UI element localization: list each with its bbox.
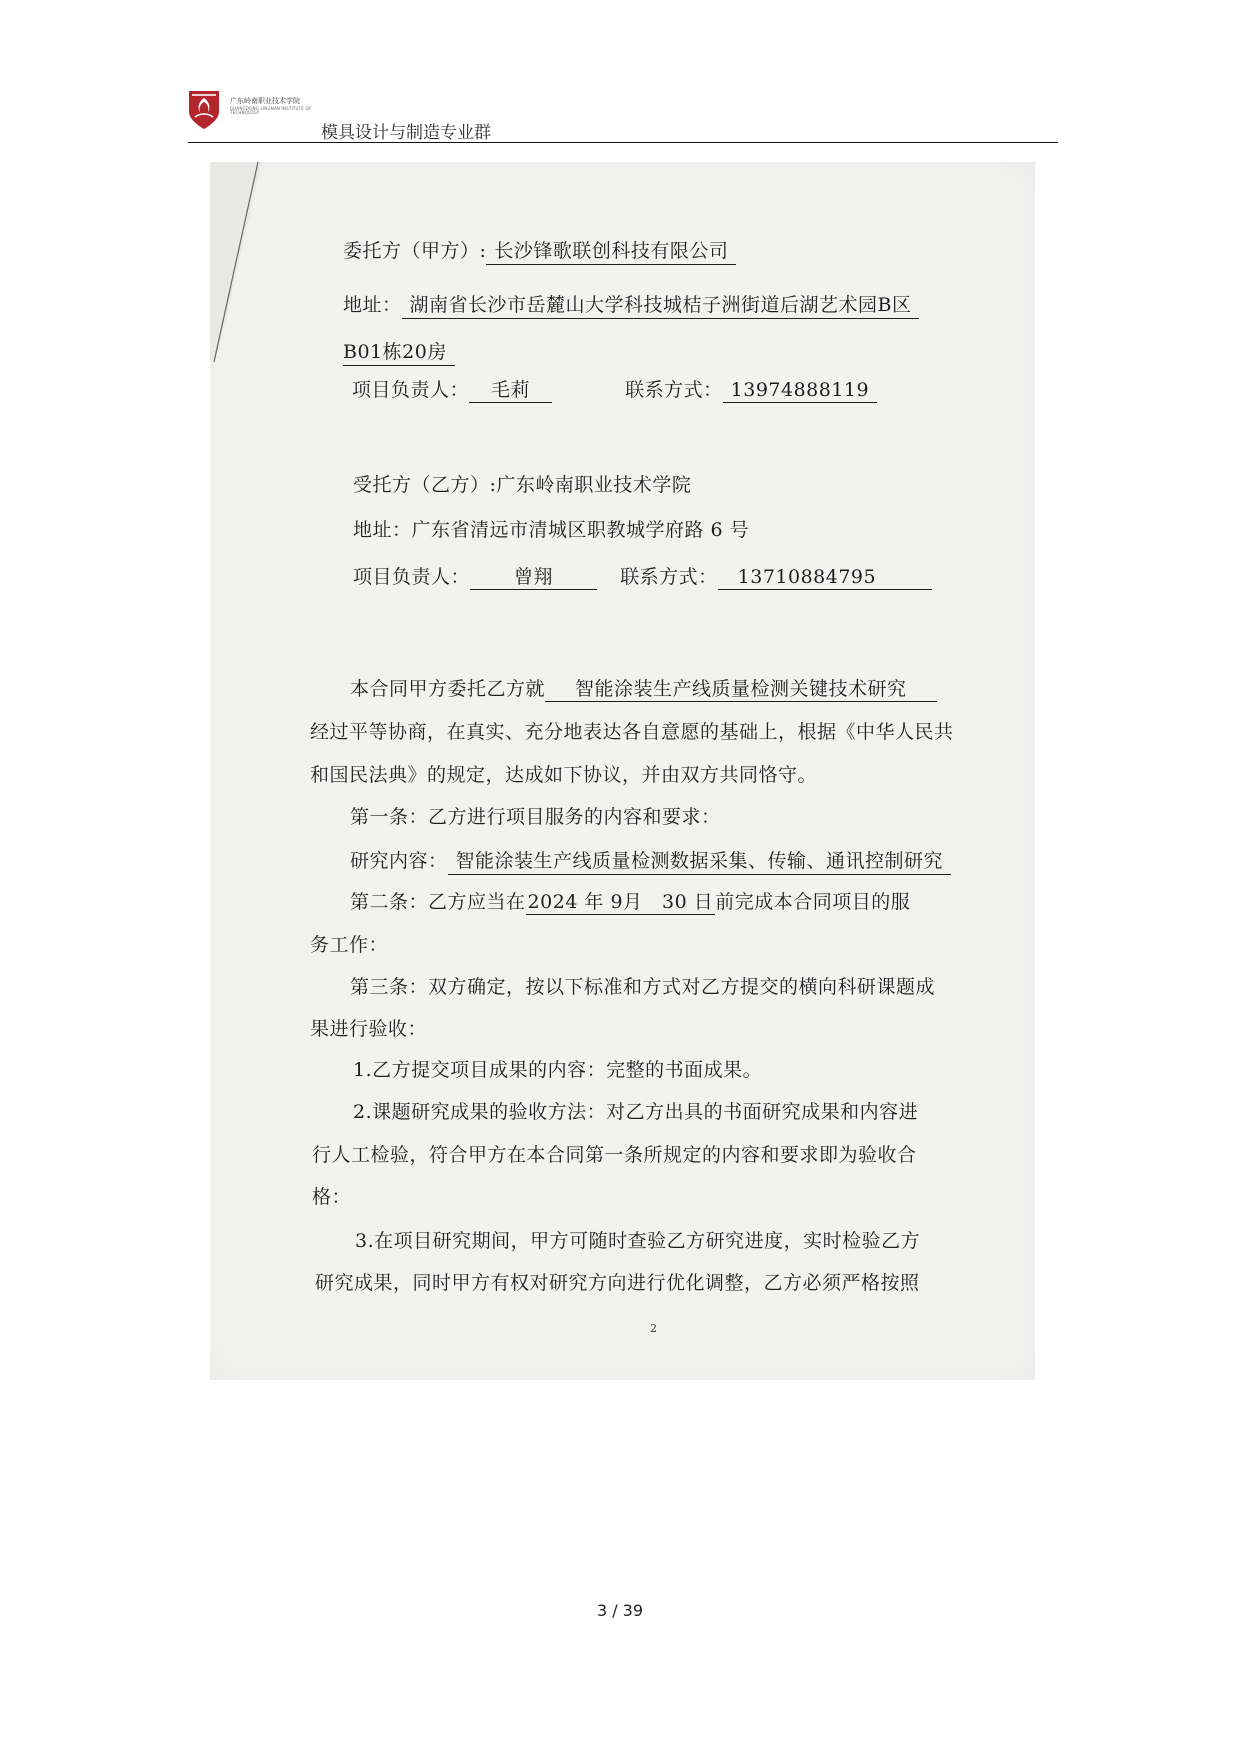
party-a-manager-label: 项目负责人： — [352, 379, 470, 401]
party-a-address-line1 — [343, 290, 919, 319]
party-b-manager-label: 项目负责人： — [353, 566, 471, 588]
party-b-name: 广东岭南职业技术学院 — [496, 474, 692, 496]
school-logo-icon — [188, 90, 220, 130]
research-content: 智能涂装生产线质量检测数据采集、传输、通讯控制研究 — [448, 846, 952, 875]
party-a-label: 委托方（甲方）: — [343, 240, 487, 262]
article-3-line2: 果进行验收： — [310, 1018, 428, 1040]
scanned-contract-page — [210, 162, 1035, 1380]
research-label: 研究内容： — [350, 850, 448, 872]
article-1: 第一条：乙方进行项目服务的内容和要求： — [350, 806, 721, 828]
item-3-line2: 研究成果，同时甲方有权对研究方向进行优化调整，乙方必须严格按照 — [315, 1272, 920, 1294]
party-b-manager: 曾翔 — [470, 562, 597, 590]
party-b-contact-label: 联系方式： — [620, 566, 718, 588]
party-a-contact-label: 联系方式： — [625, 379, 723, 401]
article-2-line1 — [350, 887, 910, 915]
item-2-line3: 格： — [312, 1186, 352, 1208]
party-a-address-cont: B01栋20房 — [343, 337, 455, 366]
project-title: 智能涂装生产线质量检测关键技术研究 — [545, 674, 937, 702]
party-a-name: 长沙锋歌联创科技有限公司 — [486, 236, 736, 265]
party-b-address: 广东省清远市清城区职教城学府路 6 号 — [411, 519, 750, 541]
party-b-address-label: 地址： — [353, 519, 412, 541]
party-a-manager-line — [352, 375, 877, 403]
intro-line3: 和国民法典》的规定，达成如下协议，并由双方共同恪守。 — [310, 764, 818, 786]
party-a-address-line2 — [343, 337, 455, 366]
party-a-address: 湖南省长沙市岳麓山大学科技城桔子洲街道后湖艺术园B区 — [402, 290, 920, 319]
intro-prefix: 本合同甲方委托乙方就 — [350, 678, 546, 700]
school-name-en: GUANGDONG LINGNAN INSTITUTE OF TECHNOLOGY — [230, 106, 312, 115]
party-b-label: 受托方（乙方）: — [353, 474, 497, 496]
item-1: 1.乙方提交项目成果的内容：完整的书面成果。 — [353, 1059, 763, 1081]
school-name — [230, 98, 325, 115]
item-3-line1: 3.在项目研究期间，甲方可随时查验乙方研究进度，实时检验乙方 — [355, 1230, 921, 1252]
article-2-prefix: 第二条：乙方应当在 — [350, 891, 526, 913]
party-b-line — [353, 470, 691, 497]
research-line — [350, 846, 951, 875]
item-2-line2: 行人工检验，符合甲方在本合同第一条所规定的内容和要求即为验收合 — [312, 1144, 917, 1166]
intro-line1 — [350, 674, 937, 702]
article-2-line2: 务工作： — [310, 934, 389, 956]
party-a-manager: 毛莉 — [469, 375, 552, 403]
scan-page-number: 2 — [650, 1322, 657, 1335]
paper-fold-shadow — [210, 162, 1035, 402]
party-a-address-label: 地址： — [343, 294, 402, 316]
school-name-cn: 广东岭南职业技术学院 — [230, 97, 300, 105]
party-a-contact: 13974888119 — [723, 379, 877, 403]
party-a-line — [343, 236, 736, 265]
party-b-manager-line — [353, 562, 932, 590]
item-2-line1: 2.课题研究成果的验收方法：对乙方出具的书面研究成果和内容进 — [353, 1101, 919, 1123]
page-counter: 3 / 39 — [596, 1601, 644, 1620]
header-divider — [188, 142, 1058, 143]
article-2-date: 2024 年 9月 30 日 — [526, 887, 716, 915]
intro-line2: 经过平等协商，在真实、充分地表达各自意愿的基础上，根据《中华人民共 — [310, 721, 954, 743]
party-b-address-line — [353, 515, 749, 542]
article-3-line1: 第三条：双方确定，按以下标准和方式对乙方提交的横向科研课题成 — [350, 976, 936, 998]
article-2-suffix: 前完成本合同项目的服 — [715, 891, 911, 913]
header-subtitle: 模具设计与制造专业群 — [321, 123, 491, 143]
party-b-contact: 13710884795 — [718, 566, 932, 590]
page-header — [188, 86, 1058, 146]
